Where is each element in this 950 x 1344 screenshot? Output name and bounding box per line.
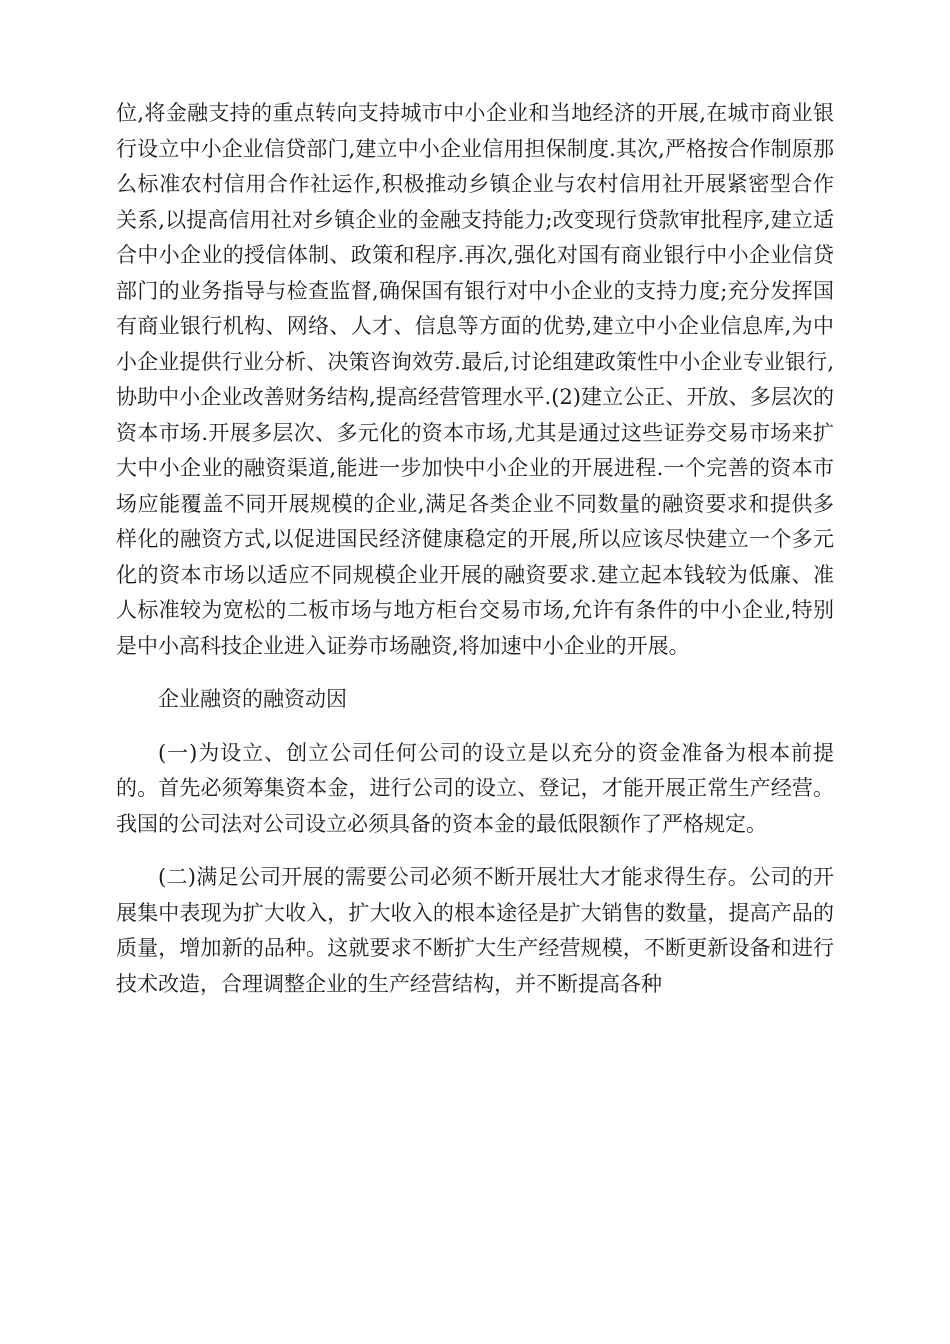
section-heading: 企业融资的融资动因 <box>158 687 347 711</box>
body-paragraph-1: 位,将金融支持的重点转向支持城市中小企业和当地经济的开展,在城市商业银行设立中小企业信贷部门,建立中小企业信用担保制度.其次,严格按合作制原那么标准农村信用合作社运作,积极推动乡镇企业与农村信用社开展紧密型合作关系,以提高信用社对乡镇企业的金融支持能力;改变现行贷款审批程序,建立适合中小企业的授信体制、政策和程序.再次,强化对国有商业银行中小企业信贷部门的业务指导与检查监督,确保国有银行对中小企业的支持力度;充分发挥国有商业银行机构、网络、人才、信息等方面的优势,建立中小企业信息库,为中小企业提供行业分析、决策咨询效劳.最后,讨论组建政策性中小企业专业银行,协助中小企业改善财务结构,提高经营管理水平.(2)建立公正、开放、多层次的资本市场.开展多层次、多元化的资本市场,尤其是通过这些证券交易市场来扩大中小企业的融资渠道,能进一步加快中小企业的开展进程.一个完善的资本市场应能覆盖不同开展规模的企业,满足各类企业不同数量的融资要求和提供多样化的融资方式,以促进国民经济健康稳定的开展,所以应该尽快建立一个多元化的资本市场以适应不同规模企业开展的融资要求.建立起本钱较为低廉、准人标准较为宽松的二板市场与地方柜台交易市场,允许有条件的中小企业,特别是中小高科技企业进入证券市场融资,将加速中小企业的开展。 <box>116 101 834 658</box>
document-page <box>116 96 834 1020</box>
body-paragraph-3: (二)满足公司开展的需要公司必须不断开展壮大才能求得生存。公司的开展集中表现为扩大收入，扩大收入的根本途径是扩大销售的数量，提高产品的质量，增加新的品种。这就要求不断扩大生产经营规模，不断更新设备和进行技术改造，合理调整企业的生产经营结构，并不断提高各种 <box>116 865 834 996</box>
body-paragraph-2: (一)为设立、创立公司任何公司的设立是以充分的资金准备为根本前提的。首先必须筹集资本金，进行公司的设立、登记，才能开展正常生产经营。我国的公司法对公司设立必须具备的资本金的最低限额作了严格规定。 <box>116 740 834 836</box>
